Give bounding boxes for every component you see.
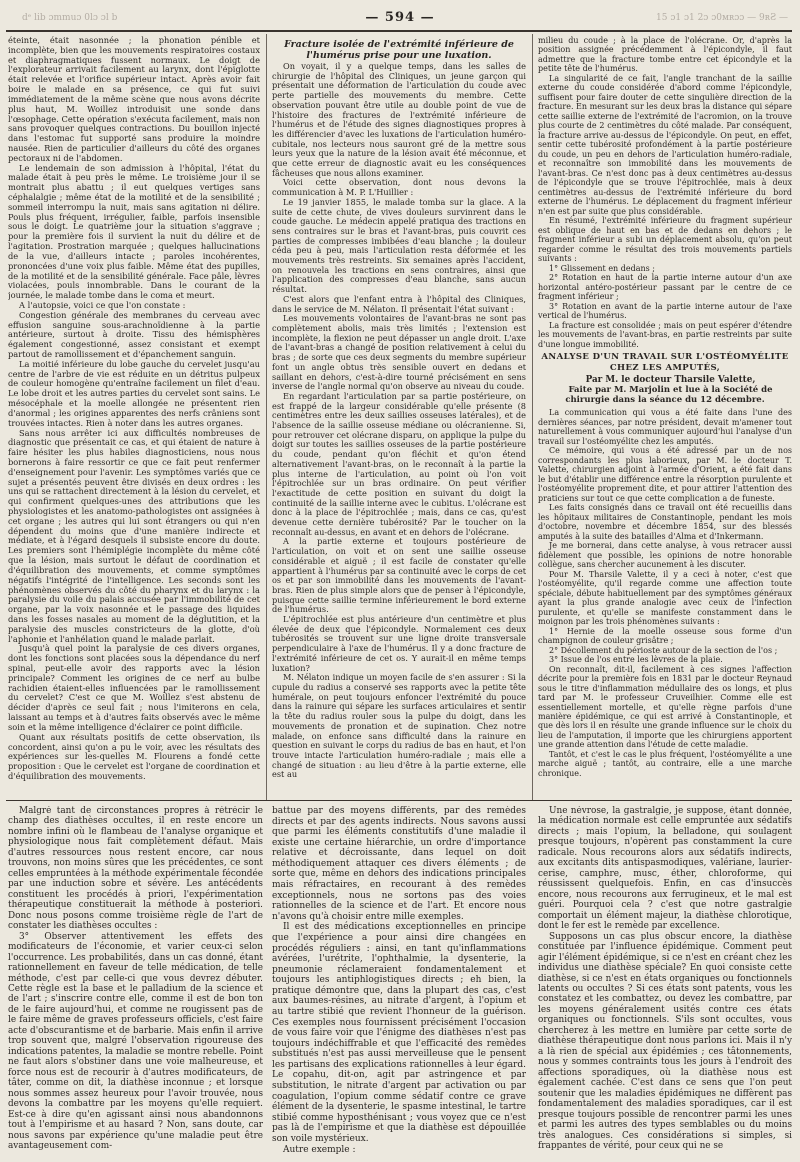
column-divider: [532, 34, 533, 800]
paragraph: 3° Observer attentivement les effets des modificateurs de l'économie, et varier ceux-ci selon l'occurrence. Les probabilités, dans un cas donné, étant rationnellement en faveur de telle médication, de telle méthode, c'est par celle-ci que vous devrez débuter. Cette règle est la base et le palladium de la science et de l'art ; s'inscrire contre elle, comme il est de bon ton de le faire aujourd'hui, et comme ne rougissent pas de le faire même de graves professeurs officiels, c'est faire acte d'obscurantisme et de barbarie. Mais enfin il arrive trop souvent que, malgré l'observation rigoureuse des indications patentes, la maladie se montre rebelle. Point ne faut alors s'obstiner dans une voie malheureuse, et force nous est de recourir à d'autres modificateurs, de tâter, comme on dit, la diathèse inconnue ; et lorsque nous sommes assez heureux pour l'avoir trouvée, nous devons la combattre par les moyens qu'elle requiert. Est-ce à dire qu'en agissant ainsi nous abandonnons tout à l'empirisme et au hasard ? Non, sans doute, car nous savons par expérience qu'une maladie peut être avantageusement com-: [8, 931, 263, 1151]
paragraph: A l'autopsie, voici ce que l'on constate :: [19, 299, 186, 310]
paragraph: Autre exemple :: [283, 1144, 356, 1155]
paragraph: Une névrose, la gastralgie, je suppose, étant donnée, la médication normale est celle empruntée aux sédatifs directs ; mais l'opium, la belladone, qui soulagent presque toujours, n'opèrent pas constamment la cure radicale. Nous recourons alors aux sédatifs indirects, aux excitants dits antispasmodiques, valériane, laurier-cerise, camphre, musc, éther, chloroforme, qui réussissent quelquefois. Enfin, en cas d'insuccès encore, nous recourons aux ferrugineux, et le mal est guéri. Pourquoi cela ? c'est que notre gastralgie comportait un élément majeur, la diathèse chlorotique, dont le fer est le remède par excellence.: [538, 806, 792, 932]
paragraph: L'épitrochlée est plus antérieure d'un centimètre et plus élevée de deux que l'épicondyle. Normalement ces deux tubérosités se trouvent sur une ligne droite transversale perpendiculaire à l'axe de l'humérus. Il y a donc fracture de l'extrémité inférieure de cet os. Y aurait-il en même temps luxation?: [272, 614, 526, 673]
paragraph: 1° Hernie de la moelle osseuse sous forme d'un champignon de couleur grisâtre ;: [538, 626, 792, 646]
paragraph: Ce mémoire, qui vous a été adressé par un de nos correspondants les plus laborieux, par M. le docteur T. Valette, chirurgien adjoint à l'armée d'Orient, a été fait dans le but d'établir une différence entre la résorption purulente et l'ostéomyélite proprement dite, et pour attirer l'attention des praticiens sur tout ce que cette complication a de funeste.: [538, 446, 792, 503]
paragraph: Le lendemain de son admission à l'hôpital, l'état du malade était à peu près le même. Le troisième jour il se montrait plus abattu ; il eut quelques vertiges sans céphalalgie ; même état de la motilité et de la sensibilité ; sommeil interrompu la nuit, mais sans agitation ni délire. Pouls plus fréquent, irrégulier, faible, parfois insensible sous le doigt. Le quatrième jour la situation s'aggrave ; pour la première fois il survient la nuit du délire et de l'agitation. Prostration marquée ; quelques hallucinations de la vue, d'ailleurs intacte ; paroles incohérentes, prononcées d'une voix plus faible. Même état des pupilles, de la motilité et de la sensibilité générale. Face pâle, lèvres violacées, pouls innombrable. Dans le courant de la journée, le malade tombe dans le coma et meurt.: [8, 162, 260, 301]
paragraph: Voici cette observation, dont nous devons la communication à M. P. L'Huillier :: [272, 177, 526, 198]
paragraph: 2° Rotation en haut de la partie interne autour d'un axe horizontal antéro-postérieur passant par le centre de ce fragment inférieur ;: [538, 273, 792, 302]
paragraph: 2° Décollement du périoste autour de la section de l'os ;: [549, 645, 778, 655]
paragraph: Supposons un cas plus obscur encore, la diathèse constituée par l'influence épidémique. Comment peut agir l'élément épidémique, si ce n'est en créant chez les individus une diathèse spéciale? En quoi consiste cette diathèse, si ce n'est en états organiques ou fonctionnels latents ou occultes ? Si ces états sont patents, vous les constatez et les combattez, ou devez les combattre, par les moyens généralement usités contre ces états organiques ou fonctionnels. S'ils sont occultes, vous chercherez à les mettre en lumière par cette sorte de diathèse thérapeutique dont nous parlons ici. Mais il n'y a là rien de spécial aux épidémies ; ces tâtonnements, nous y sommes contraints tous les jours à l'endroit des affections sporadiques, où la diathèse nous est également cachée. C'est dans ce sens que l'on peut soutenir que les maladies épidémiques ne diffèrent pas fondamentalement des maladies sporadiques, car il est presque toujours possible de rencontrer parmi les unes et parmi les autres des types semblables ou du moins très analogues. Ces considérations si simples, si frappantes de vérité, pour ceux qui ne se: [538, 931, 792, 1151]
paragraph: Sans nous arrêter ici aux difficultés nombreuses de diagnostic que présentait ce cas, et qui étaient de nature à faire hésiter les plus habiles diagnosticiens, nous nous bornerons à faire ressortir ce que ce fait peut renfermer d'enseignement pour l'avenir. Les symptômes variés que ce sujet a présentés peuvent être divisés en deux ordres : les uns qui se rattachent directement à la lésion du cervelet, et qui confirment quelques-unes des attributions que les physiologistes et les anatomo-pathologistes ont assignées à cet organe ; les autres qui lui sont étrangers ou qui n'en dépendent du moins que d'une manière indirecte et médiate, et à l'égard desquels il subsiste encore du doute. Les premiers sont l'hémiplégie incomplète du même côté que la lésion, mais surtout le défaut de coordination et d'équilibration des mouvements, et comme symptômes négatifs l'intégrité de l'intelligence. Les seconds sont les phénomènes observés du côté du pharynx et du larynx : la paralysie du voile du palais accusée par l'immobilité de cet organe, par la voix nasonnée et le passage des liquides dans les fosses nasales au moment de la déglutition, et la paralysie des muscles constricteurs de la glotte, d'où l'aphonie et l'anhélation quand le malade parlait.: [8, 427, 260, 644]
article-byline: Par M. le docteur Tharsile Valette,: [585, 374, 756, 385]
article-title: ANALYSE D'UN TRAVAIL SUR L'OSTÉOMYÉLITE CHEZ LES AMPUTÉS,: [541, 351, 789, 373]
paragraph: Quant aux résultats positifs de cette observation, ils concordent, ainsi qu'on a pu le voir, avec les résultats des expériences sur les-quelles M. Flourens a fondé cette proposition : Que le cervelet est l'organe de coordination et d'équilibration des mouvements.: [8, 731, 260, 781]
paragraph: C'est alors que l'enfant entra à l'hôpital des Cliniques, dans le service de M. Nélaton. Il présentait l'état suivant :: [272, 293, 526, 314]
paragraph: 1° Glissement en dedans ;: [549, 263, 655, 273]
column-top-middle: [272, 36, 526, 796]
paragraph: Les faits consignés dans ce travail ont été recueillis dans les hôpitaux militaires de Constantinople, pendant les mois d'octobre, novembre et décembre 1854, sur des blessés amputés à la suite des batailles d'Alma et d'Inkermann.: [538, 503, 792, 541]
paragraph: 3° Issue de l'os entre les lèvres de la plaie.: [549, 655, 723, 665]
paragraph: Le 19 janvier 1855, le malade tomba sur la glace. A la suite de cette chute, de vives douleurs survinrent dans le coude gauche. Le médecin appelé pratiqua des tractions en sens contraires sur le bras et l'avant-bras, puis couvrit ces parties de compresses imbibées d'eau blanche ; la douleur céda peu à peu, mais l'articulation resta déformée et les mouvements très restreints. Six semaines après l'accident, on renouvela les tractions en sens contraires, ainsi que l'application des compresses d'eau blanche, sans aucun résultat.: [272, 196, 526, 295]
top-rule: [6, 30, 792, 32]
column-divider: [266, 34, 267, 800]
column-bottom-middle: [272, 806, 526, 1156]
paragraph: Tantôt, et c'est le cas le plus fréquent, l'ostéomyélite a une marche aiguë ; tantôt, au contraire, elle a une marche chronique.: [538, 749, 792, 778]
faint-running-head-left: dᵉ lib ɔmmuɔ 0lɔ ɔl b: [22, 13, 118, 23]
page-number: — 594 —: [365, 10, 435, 25]
paragraph: éteinte, était nasonnée ; la phonation pénible et incomplète, bien que les mouvements respiratoires costaux et diaphragmatiques fussent normaux. Le doigt de l'explorateur arrivait facilement au larynx, dont l'épiglotte était relevée et l'orifice supérieur intact. Après avoir fait boire le malade en sa présence, ce qui fut suivi immédiatement de la même scène que nous avons décrite plus haut, M. Woillez introduisit une sonde dans l'œsophage. Cette opération s'exécuta facilement, mais non sans provoquer quelques contractions. Du bouillon injecté dans l'estomac fut supporté sans produire la moindre nausée. Rien de particulier d'ailleurs du côté des organes pectoraux ni de l'abdomen.: [8, 36, 260, 163]
paragraph: battue par des moyens différents, par des remèdes directs et par des agents indirects. Nous savons aussi que parmi les éléments constitutifs d'une maladie il existe une certaine hiérarchie, un ordre d'importance relative et décroissante, dans lequel on doit méthodiquement attaquer ces divers éléments ; de sorte que, même en dehors des indications principales mais réfractaires, en recourant à des remèdes exceptionnels, nous ne sortons pas des voies rationnelles de la science et de l'art. Et encore nous n'avons qu'à choisir entre mille exemples.: [272, 806, 526, 922]
article-title: Fracture isolée de l'extrémité inférieure de l'humérus prise pour une luxation.: [284, 39, 514, 61]
article-note: Faite par M. Marjolin et lue à la Société de chirurgie dans la séance du 12 décembre.: [565, 385, 773, 406]
paragraph: En résumé, l'extrémité inférieure du fragment supérieur est oblique de haut en bas et de dedans en dehors ; le fragment inférieur a subi un déplacement absolu, qu'on peut regarder comme le résultat des trois mouvements partiels suivants :: [538, 216, 792, 264]
faint-running-head-right: 15 ɔ1 ɔ1 2ɔ ɔ0мʀɔɔ — 9ʀƧ —: [656, 13, 788, 23]
paragraph: On reconnaît, dit-il, facilement à ces signes l'affection décrite pour la première fois en 1831 par le docteur Reynaud sous le titre d'inflammation médullaire des os longs, et plus tard par M. le professeur Cruveilhier. Comme elle est essentiellement mortelle, et qu'elle règne parfois d'une manière épidémique, ce qui est arrivé à Constantinople, et que dès lors il en résulte une grande influence sur le choix du lieu de l'amputation, il importe que les chirurgiens apportent une grande attention dans l'étude de cette maladie.: [538, 664, 792, 750]
column-top-right: [538, 36, 792, 796]
paragraph: La fracture est consolidée ; mais on peut espérer d'étendre les mouvements de l'avant-bras, en partie restreints par suite d'une longue immobilité.: [538, 320, 792, 349]
paragraph: On voyait, il y a quelque temps, dans les salles de chirurgie de l'hôpital des Cliniques, un jeune garçon qui présentait une déformation de l'articulation du coude avec perte partielle des mouvements du membre. Cette observation pouvant être utile au double point de vue de l'histoire des fractures de l'extrémité inférieure de l'humérus et de l'étude des signes diagnostiques propres à les différencier d'avec les luxations de l'articulation huméro-cubitale, nos lecteurs nous sauront gré de la mettre sous leurs yeux que la nature de la lésion avait été méconnue, et que cette erreur de diagnostic avait eu les conséquences fâcheuses que nous allons examiner.: [272, 61, 526, 178]
paragraph: La communication qui vous a été faite dans l'une des dernières séances, par notre président, devait m'amener tout naturellement à vous communiquer aujourd'hui l'analyse d'un travail sur l'ostéomyélite chez les amputés.: [538, 408, 792, 446]
column-top-left: [8, 36, 260, 796]
paragraph: A la partie externe et toujours postérieure de l'articulation, on voit et on sent une saillie osseuse considérable et aiguë ; il est facile de constater qu'elle appartient à l'humérus par sa continuité avec le corps de cet os et par son immobilité dans les mouvements de l'avant-bras. Rien de plus simple alors que de penser à l'épicondyle, puisque cette saillie termine inférieurement le bord externe de l'humérus.: [272, 536, 526, 615]
paragraph: La moitié inférieure du lobe gauche du cervelet jusqu'au centre de l'arbre de vie est réduite en un détritus pulpeux de couleur homogène qu'entraîne facilement un filet d'eau. Le lobe droit et les autres parties du cervelet sont sains. Le mésocéphale et la moelle allongée ne présentent rien d'anormal ; les origines apparentes des nerfs crâniens sont trouvées intactes. Rien à noter dans les autres organes.: [8, 358, 260, 428]
paragraph: Il est des médications exceptionnelles en principe que l'expérience a pour ainsi dire changées en procédés réguliers : ainsi, en tant qu'inflammations avérées, l'urétrite, l'ophthalmie, la dysenterie, la pneumonie réclameraient fondamentalement et toujours les antiphlogistiques directs ; eh bien, la pratique démontre que, dans la plupart des cas, c'est aux baumes-résines, au nitrate d'argent, à l'opium et au tartre stibié que revient l'honneur de la guérison. Ces exemples nous fournissent précisément l'occasion de vous faire voir que l'énigme des diathèses n'est pas toujours indéchiffrable et que l'efficacité des remèdes substitués n'est pas aussi merveilleuse que le pensent les partisans des explications rationnelles à leur égard. Le copahu, dit-on, agit par astringence et par substitution, le nitrate d'argent par activation ou par coagulation, l'opium comme sédatif contre ce grave élément de la dysenterie, le spasme intestinal, le tartre stibié comme hyposthénisant ; vous voyez que ce n'est pas là de l'empirisme et que la diathèse est dépouillée son voile mystérieux.: [272, 922, 526, 1144]
page-header: [0, 4, 800, 30]
column-bottom-left: [8, 806, 263, 1156]
paragraph: Les mouvements volontaires de l'avant-bras ne sont pas complètement abolis, mais très limités ; l'extension est incomplète, la flexion ne peut dépasser un angle droit. L'axe de l'avant-bras a changé de position relativement à celui du bras ; de sorte que ces deux segments du membre supérieur font un angle obtus très sensible ouvert en dedans et saillant en dehors, c'est-à-dire tourné précisément en sens inverse de l'angle normal qu'on observe au niveau du coude.: [272, 313, 526, 392]
paragraph: Je me bornerai, dans cette analyse, à vous retracer aussi fidèlement que possible, les opinions de notre honorable collègue, sans chercher aucunement à les discuter.: [538, 541, 792, 570]
paragraph: 3° Rotation en avant de la partie interne autour de l'axe vertical de l'humérus.: [538, 301, 792, 321]
column-bottom-right: [538, 806, 792, 1156]
paragraph: milieu du coude ; à la place de l'olécrane. Or, d'après la position assignée précédemment à l'épicondyle, il faut admettre que la fracture tombe entre cet épicondyle et la petite tête de l'humérus.: [538, 36, 792, 74]
paragraph: Congestion générale des membranes du cerveau avec effusion sanguine sous-arachnoïdienne à la partie antérieure, surtout à droite. Tissu des hémisphères également congestionné, assez consistant et exempt partout de ramollissement et d'épanchement sanguin.: [8, 309, 260, 359]
paragraph: Pour M. Tharsile Valette, il y a ceci à noter, c'est que l'ostéomyélite, qu'il regarde comme une affection toute spéciale, débute habituellement par des symptômes généraux ayant la plus grande analogie avec ceux de l'infection purulente, et qu'elle se manifeste constamment dans le moignon par les trois phénomènes suivants :: [538, 569, 792, 627]
paragraph: La singularité de ce fait, l'angle tranchant de la saillie externe du coude considérée d'abord comme l'épicondyle, suffisent pour faire douter de cette singulière direction de la fracture. En mesurant sur les deux bras la distance qui sépare cette saillie externe de l'extrémité de l'acromion, on la trouve plus courte de 2 centimètres du côté malade. Par conséquent, la fracture arrive au-dessus de l'épicondyle. On peut, en effet, sentir cette tubérosité profondément à la partie postérieure du coude, un peu en dehors de l'articulation huméro-radiale, et reconnaître son immobilité dans les mouvements de l'avant-bras. Ce n'est donc pas à deux centimètres au-dessus de l'épicondyle que se trouve l'épitrochlée, mais à deux centimètres au-dessus de l'extrémité inférieure du bord externe de l'humérus. Le déplacement du fragment inférieur n'en est par suite que plus considérable.: [538, 73, 792, 216]
feuilleton-rule: [6, 800, 792, 801]
paragraph: Jusqu'à quel point la paralysie de ces divers organes, dont les fonctions sont placées sous la dépendance du nerf spinal, peut-elle avoir des rapports avec la lésion principale? Comment les origines de ce nerf au bulbe rachidien étaient-elles influencées par le ramollissement du cervelet? C'est ce que M. Woillez s'est abstenu de décider d'après ce seul fait ; nous l'imiterons en cela, laissant au temps et à d'autres faits observés avec le même soin et la même intelligence d'éclairer ce point difficile.: [8, 643, 260, 732]
paragraph: En regardant l'articulation par sa partie postérieure, on est frappé de la largeur considérable qu'elle présente (8 centimètres entre les deux saillies osseuses latérales), et de l'absence de la saillie osseuse médiane ou olécranienne. Si, pour retrouver cet olécrane disparu, on applique la pulpe du doigt sur toutes les saillies osseuses de la partie postérieure du coude, pendant qu'on fléchit et qu'on étend alternativement l'avant-bras, on le reconnaît à la partie la plus interne de l'articulation, au point où l'on voit l'épitrochlée sur un bras ordinaire. On peut vérifier l'exactitude de cette position en suivant du doigt la continuité de la saillie interne avec le cubitus. L'olécrane est donc à la place de l'épitrochlée ; mais, dans ce cas, qu'est devenue cette dernière tubérosité? Par le toucher on la reconnaît au-dessus, en avant et en dehors de l'olécrane.: [272, 390, 526, 537]
paragraph: M. Nélaton indique un moyen facile de s'en assurer : Si la cupule du radius a conservé ses rapports avec la petite tête humérale, on peut toujours enfoncer l'extrémité du pouce dans la rainure qui sépare les surfaces articulaires et sentir la tête du radius rouler sous la pulpe du doigt, dans les mouvements de pronation et de supination. Chez notre malade, on enfonce sans difficulté dans la rainure en question en suivant le corps du radius de bas en haut, et l'on trouve intacte l'articulation huméro-radiale ; mais elle a changé de situation : au lieu d'être à la partie externe, elle est au: [272, 672, 526, 780]
paragraph: Malgré tant de circonstances propres à rétrécir le champ des diathèses occultes, il en reste encore un nombre infini où le flambeau de l'analyse organique et physiologique nous fait complètement défaut. Mais d'autres ressources nous restent encore, car nous trouvons, non moins sûres que les précédentes, ce sont celles empruntées à la méthode expérimentale fécondée par une induction sobre et sévère. Les antécédents constituent les procédés à priori, l'expérimentation thérapeutique constituerait la méthode à posteriori. Donc nous posons comme troisième règle de l'art de constater les diathèses occultes :: [8, 806, 263, 932]
